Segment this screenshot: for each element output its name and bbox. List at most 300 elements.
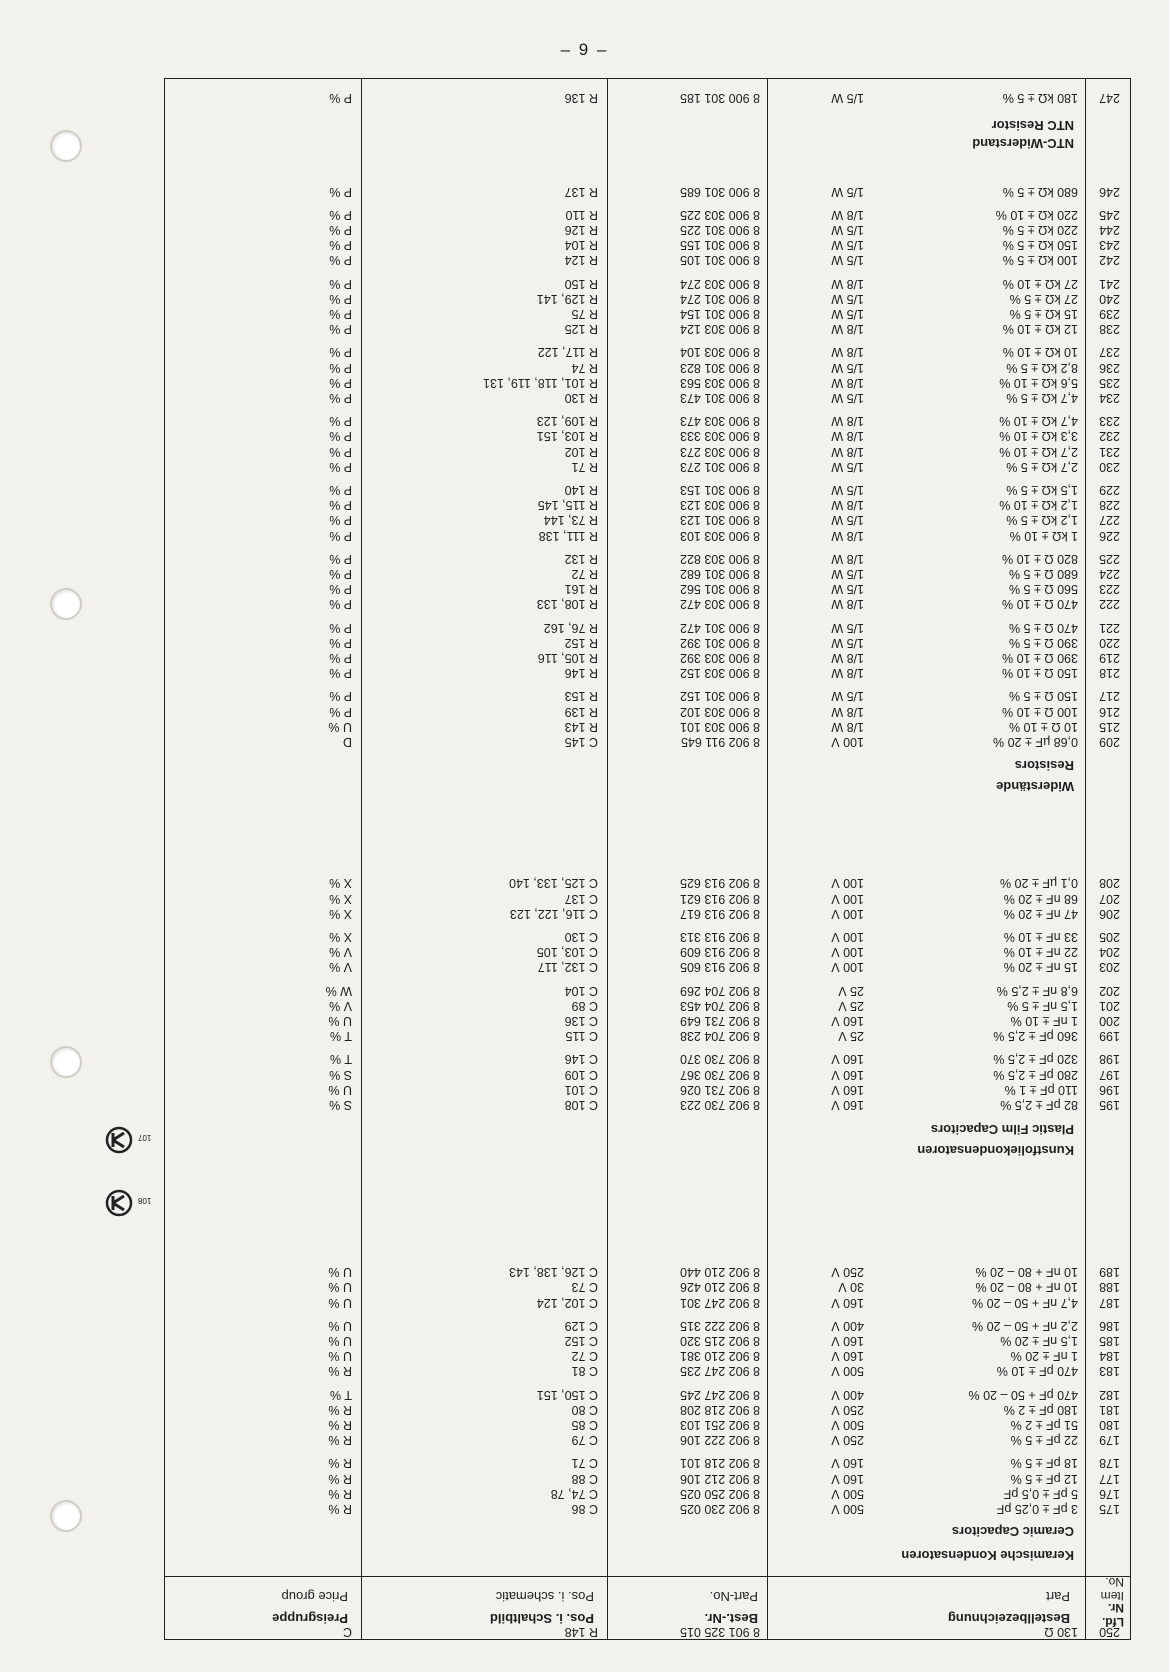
item-number: 196 [1099,1082,1120,1097]
part-rating: 1/5 W [831,689,864,704]
part-number: 8 902 215 320 [680,1334,760,1348]
table-row [165,184,1130,199]
schematic-position: R 126 [564,223,598,237]
part-number: 8 900 303 103 [680,528,760,543]
price-group: P % [329,207,352,222]
schematic-position: R 140 [564,483,598,497]
part-rating: 160 V [831,1349,864,1364]
part-rating: 1/8 W [831,551,864,566]
part-number: 8 902 230 025 [680,1502,760,1516]
schematic-position: C 109 [564,1067,598,1082]
part-description: 3,3 kΩ ± 10 % [999,429,1078,444]
table-row [165,581,1130,596]
item-number: 243 [1099,238,1120,253]
part-rating: 1/8 W [831,444,864,459]
item-number: 189 [1099,1265,1120,1280]
section-plastic-de: Kunstfoliekondensatoren [917,1143,1074,1158]
price-group: T % [330,1387,352,1402]
part-description: 100 kΩ ± 5 % [1002,253,1078,268]
part-description: 47 nF ± 20 % [1003,906,1078,921]
part-description: 4,7 nF + 50 – 20 % [972,1295,1078,1310]
schematic-position: C 103, 105 [536,945,598,960]
price-group: U % [328,1349,352,1364]
schematic-position: C 88 [571,1471,598,1486]
part-rating: 1/5 W [831,184,864,199]
item-number: 217 [1099,689,1120,704]
part-description: 51 pF ± 2 % [1010,1418,1078,1432]
part-description: 0,68 µF ± 20 % [993,735,1078,749]
part-description: 1,5 nF ± 20 % [1000,1334,1078,1348]
part-description: 10 kΩ ± 10 % [1002,345,1078,360]
part-number: 8 900 301 274 [680,291,760,306]
part-number: 8 902 210 426 [680,1280,760,1295]
item-number: 209 [1099,735,1120,749]
part-rating: 1/5 W [831,567,864,581]
table-row [165,566,1130,581]
part-description: 150 kΩ ± 5 % [1002,238,1078,253]
table-row [165,719,1130,734]
price-group: P % [329,91,352,105]
table-row [165,551,1130,566]
part-description: 68 nF ± 20 % [1003,891,1078,906]
price-group: P % [329,444,352,459]
part-number: 8 902 911 645 [680,735,760,749]
table-row [165,998,1130,1013]
part-rating: 1/5 W [831,391,864,405]
part-description: 390 Ω ± 5 % [1008,635,1078,650]
price-group: U % [328,1082,352,1097]
part-description: 1 nF ± 20 % [1010,1349,1078,1364]
section-ntc-de: NTC-Widerstand [972,136,1074,151]
item-number: 234 [1099,391,1120,405]
item-number: 231 [1099,444,1120,459]
part-number: 8 902 730 223 [680,1098,760,1112]
section-plastic-en: Plastic Film Capacitors [930,1122,1074,1137]
item-number: 246 [1099,184,1120,199]
price-group: P % [329,498,352,513]
part-description: 470 Ω ± 5 % [1008,620,1078,635]
inspection-stamp-icon [104,1125,152,1160]
part-rating: 1/8 W [831,597,864,612]
table-row [165,344,1130,359]
schematic-position: C 132, 117 [537,960,598,975]
part-number: 8 900 303 822 [680,551,760,566]
schematic-position: C 129 [564,1318,598,1333]
item-number: 178 [1099,1456,1120,1471]
part-rating: 160 V [831,1014,864,1028]
price-group: W % [325,983,352,998]
table-row [165,1264,1130,1279]
part-number: 8 900 303 273 [680,444,760,459]
part-rating: 1/5 W [831,307,864,321]
item-number: 195 [1099,1098,1120,1112]
price-group: U % [328,1334,352,1348]
schematic-position: R 132 [564,551,598,566]
table-row [165,1051,1130,1066]
part-description: 8,2 kΩ ± 5 % [1006,360,1078,375]
schematic-position: R 101, 118, 119, 131 [483,375,598,390]
part-description: 12 kΩ ± 10 % [1002,322,1078,337]
part-number: 8 900 301 273 [680,459,760,474]
part-rating: 25 V [838,1029,864,1044]
part-number: 8 900 303 333 [680,429,760,444]
table-row [165,1387,1130,1402]
schematic-position: R 129, 141 [536,291,598,306]
part-description: 280 pF ± 2,5 % [993,1067,1078,1082]
item-number: 202 [1099,983,1120,998]
part-number: 8 902 210 381 [680,1349,760,1364]
price-group: P % [329,345,352,360]
part-rating: 100 V [831,906,864,921]
part-rating: 500 V [831,1486,864,1501]
part-number: 8 902 730 367 [680,1067,760,1082]
table-row [165,1417,1130,1432]
part-number: 8 902 212 106 [680,1471,760,1486]
part-number: 8 900 301 225 [680,223,760,237]
table-row [165,207,1130,222]
part-rating: 100 V [831,945,864,960]
table-row [165,413,1130,428]
part-rating: 1/8 W [831,651,864,665]
item-number: 238 [1099,322,1120,337]
price-group: P % [329,253,352,268]
table-row [165,390,1130,405]
part-rating: 1/5 W [831,635,864,650]
part-number: 8 902 704 269 [680,983,760,998]
part-description: 2,2 nF + 50 – 20 % [972,1318,1078,1333]
price-group: P % [329,360,352,375]
price-group: U % [328,1014,352,1028]
schematic-position: R 109, 123 [536,414,598,429]
price-group: P % [329,582,352,597]
part-description: 470 Ω ± 10 % [1002,597,1078,612]
section-resistors-de: Widerstände [996,779,1074,794]
part-number: 8 900 301 155 [680,238,760,253]
table-row [165,1432,1130,1447]
part-rating: 1/8 W [831,276,864,291]
table-row [165,428,1130,443]
item-number: 199 [1099,1029,1120,1044]
price-group: C [342,1625,352,1639]
price-group: V % [329,945,352,960]
part-rating: 160 V [831,1471,864,1486]
part-description: 4,7 kΩ ± 10 % [999,414,1078,429]
price-group: U % [328,1265,352,1280]
price-group: P % [329,666,352,681]
schematic-position: C 102, 124 [536,1295,598,1310]
header-pos-en: Pos. i. schematic [495,1589,594,1604]
schematic-position: C 73 [571,1280,598,1295]
table-row [165,734,1130,749]
table-row [165,650,1130,665]
item-number: 226 [1099,528,1120,543]
table-row [165,1013,1130,1028]
table-row [165,360,1130,375]
part-rating: 250 V [831,1402,864,1417]
part-description: 22 nF ± 10 % [1003,945,1078,960]
header-partno-en: Part-No. [709,1589,758,1604]
schematic-position: R 148 [564,1625,598,1639]
part-rating: 1/5 W [831,360,864,375]
price-group: P % [329,184,352,199]
item-number: 177 [1099,1471,1120,1486]
part-number: 8 900 303 392 [680,651,760,665]
part-description: 360 pF ± 2,5 % [993,1029,1078,1044]
price-group: U % [328,1295,352,1310]
price-group: P % [329,528,352,543]
part-rating: 400 V [831,1387,864,1402]
schematic-position: R 105, 116 [537,651,598,665]
part-number: 8 902 913 617 [680,906,760,921]
schematic-position: C 81 [571,1364,598,1379]
item-number: 219 [1099,651,1120,665]
schematic-position: C 126, 138, 143 [509,1265,598,1280]
item-number: 179 [1099,1433,1120,1448]
part-number: 8 902 251 103 [680,1418,760,1432]
price-group: R % [328,1486,352,1501]
schematic-position: R 143 [564,719,598,734]
schematic-position: R 76, 162 [543,620,598,635]
item-number: 242 [1099,253,1120,268]
schematic-position: R 71 [571,459,598,474]
part-rating: 1/5 W [831,91,864,105]
part-number: 8 900 301 185 [680,91,760,105]
item-number: 218 [1099,666,1120,681]
part-description: 1,2 kΩ ± 5 % [1006,513,1078,528]
part-description: 18 pF ± 5 % [1010,1456,1078,1471]
price-group: T % [330,1029,352,1044]
item-number: 247 [1099,91,1120,105]
part-number: 8 902 913 621 [680,891,760,906]
table-row [165,1486,1130,1501]
schematic-position: R 153 [564,689,598,704]
punch-hole-1 [50,130,82,162]
item-number: 201 [1099,998,1120,1013]
table-row [165,237,1130,252]
item-number: 228 [1099,498,1120,513]
schematic-position: R 104 [564,238,598,253]
item-number: 182 [1099,1387,1120,1402]
price-group: R % [328,1402,352,1417]
schematic-position: C 145 [564,735,598,749]
part-number: 8 902 218 101 [680,1456,760,1471]
part-number: 8 900 303 101 [680,719,760,734]
part-description: 320 pF ± 2,5 % [993,1052,1078,1067]
schematic-position: C 72 [571,1349,598,1364]
part-number: 8 902 222 315 [680,1318,760,1333]
part-number: 8 902 731 649 [680,1014,760,1028]
section-ceramic-en: Ceramic Capacitors [951,1524,1074,1539]
table-row [165,1455,1130,1470]
item-number: 198 [1099,1052,1120,1067]
schematic-position: C 146 [564,1052,598,1067]
part-description: 1,5 kΩ ± 5 % [1006,483,1078,497]
table-row [165,1363,1130,1378]
schematic-position: R 152 [564,635,598,650]
part-rating: 1/8 W [831,498,864,513]
section-ntc-en: NTC Resistor [991,118,1074,133]
table-row [165,1082,1130,1097]
item-number: 236 [1099,360,1120,375]
schematic-position: R 136 [564,91,598,105]
item-number: 216 [1099,704,1120,719]
price-group: R % [328,1418,352,1432]
part-rating: 1/5 W [831,582,864,597]
part-rating: 160 V [831,1052,864,1067]
table-row [165,1471,1130,1486]
part-description: 4,7 kΩ ± 5 % [1006,391,1078,405]
part-description: 22 pF ± 5 % [1010,1433,1078,1448]
part-description: 6,8 nF ± 2,5 % [996,983,1078,998]
item-number: 227 [1099,513,1120,528]
part-rating: 500 V [831,1502,864,1516]
table-row [165,929,1130,944]
item-number: 232 [1099,429,1120,444]
table-row [165,1067,1130,1082]
table-row [165,1295,1130,1310]
item-number: 205 [1099,930,1120,944]
part-number: 8 902 913 609 [680,945,760,960]
schematic-position: C 136 [564,1014,598,1028]
price-group: U % [328,1280,352,1295]
schematic-position: C 152 [564,1334,598,1348]
schematic-position: R 72 [571,567,598,581]
price-group: P % [329,375,352,390]
table-row [165,291,1130,306]
table-row [165,497,1130,512]
price-group: P % [329,322,352,337]
part-rating: 1/5 W [831,253,864,268]
price-group: X % [329,906,352,921]
item-number: 181 [1099,1402,1120,1417]
header-part-en: Part [1046,1589,1070,1604]
price-group: R % [328,1471,352,1486]
part-rating: 1/8 W [831,414,864,429]
part-description: 5,6 kΩ ± 10 % [999,375,1078,390]
part-number: 8 900 303 563 [680,375,760,390]
item-number: 183 [1099,1364,1120,1379]
schematic-position: C 85 [571,1418,598,1432]
part-number: 8 902 210 440 [680,1265,760,1280]
schematic-position: R 102 [564,444,598,459]
price-group: X % [329,930,352,944]
stamp-number: 107 [138,1133,152,1142]
price-group: V % [329,998,352,1013]
part-description: 33 nF ± 10 % [1003,930,1078,944]
price-group: R % [328,1364,352,1379]
part-rating: 1/8 W [831,207,864,222]
schematic-position: R 74 [571,360,598,375]
price-group: R % [328,1456,352,1471]
schematic-position: C 101 [564,1082,598,1097]
price-group: U % [328,719,352,734]
item-number: 240 [1099,291,1120,306]
part-description: 12 pF ± 5 % [1010,1471,1078,1486]
table-row [165,459,1130,474]
schematic-position: R 146 [564,666,598,681]
part-rating: 400 V [831,1318,864,1333]
schematic-position: C 86 [571,1502,598,1516]
item-number: 229 [1099,483,1120,497]
parts-list-table [164,78,1131,1640]
part-number: 8 900 303 472 [680,597,760,612]
part-description: 680 kΩ ± 5 % [1002,184,1078,199]
price-group: P % [329,307,352,321]
item-number: 197 [1099,1067,1120,1082]
part-number: 8 900 303 152 [680,666,760,681]
inspection-stamps [104,1125,152,1251]
punch-hole-4 [50,1500,82,1532]
schematic-position: C 108 [564,1098,598,1112]
part-description: 220 kΩ ± 10 % [995,207,1078,222]
part-description: 1 kΩ ± 10 % [1009,528,1078,543]
part-description: 10 nF + 80 – 20 % [975,1265,1078,1280]
part-number: 8 900 303 104 [680,345,760,360]
schematic-position: R 115, 145 [537,498,598,513]
part-rating: 160 V [831,1098,864,1112]
item-number: 185 [1099,1334,1120,1348]
item-number: 230 [1099,459,1120,474]
item-number: 184 [1099,1349,1120,1364]
part-number: 8 900 301 682 [680,567,760,581]
item-number: 186 [1099,1318,1120,1333]
table-row [165,1097,1130,1112]
schematic-position: R 73, 144 [543,513,598,528]
price-group: U % [328,1318,352,1333]
header-partno-de: Best.-Nr. [704,1611,758,1626]
price-group: P % [329,276,352,291]
item-number: 233 [1099,414,1120,429]
item-number: 207 [1099,891,1120,906]
price-group: P % [329,704,352,719]
table-row [165,635,1130,650]
part-number: 8 900 301 123 [680,513,760,528]
part-description: 110 pF ± 1 % [1004,1082,1078,1097]
part-rating: 1/5 W [831,459,864,474]
price-group: P % [329,223,352,237]
part-description: 1 nF ± 10 % [1010,1014,1078,1028]
part-rating: 25 V [838,983,864,998]
schematic-position: C 74, 78 [550,1486,598,1501]
part-rating: 100 V [831,735,864,749]
item-number: 245 [1099,207,1120,222]
part-number: 8 900 303 102 [680,704,760,719]
part-number: 8 902 704 238 [680,1029,760,1044]
price-group: T % [330,1052,352,1067]
table-row [165,1279,1130,1294]
schematic-position: C 137 [564,891,598,906]
part-number: 8 902 247 245 [680,1387,760,1402]
schematic-position: R 150 [564,276,598,291]
table-row [165,528,1130,543]
part-description: 560 Ω ± 5 % [1008,582,1078,597]
schematic-position: C 116, 122, 123 [509,906,598,921]
schematic-position: C 79 [571,1433,598,1448]
part-number: 8 902 218 208 [680,1402,760,1417]
table-row [165,983,1130,998]
table-row [165,482,1130,497]
part-rating: 1/8 W [831,429,864,444]
item-number: 180 [1099,1418,1120,1432]
part-description: 27 kΩ ± 5 % [1009,291,1078,306]
table-row [165,1624,1130,1639]
part-rating: 1/5 W [831,238,864,253]
part-number: 8 901 325 015 [680,1625,760,1639]
part-rating: 160 V [831,1334,864,1348]
part-number: 8 902 247 235 [680,1364,760,1379]
part-rating: 1/8 W [831,528,864,543]
price-group: R % [328,1433,352,1448]
